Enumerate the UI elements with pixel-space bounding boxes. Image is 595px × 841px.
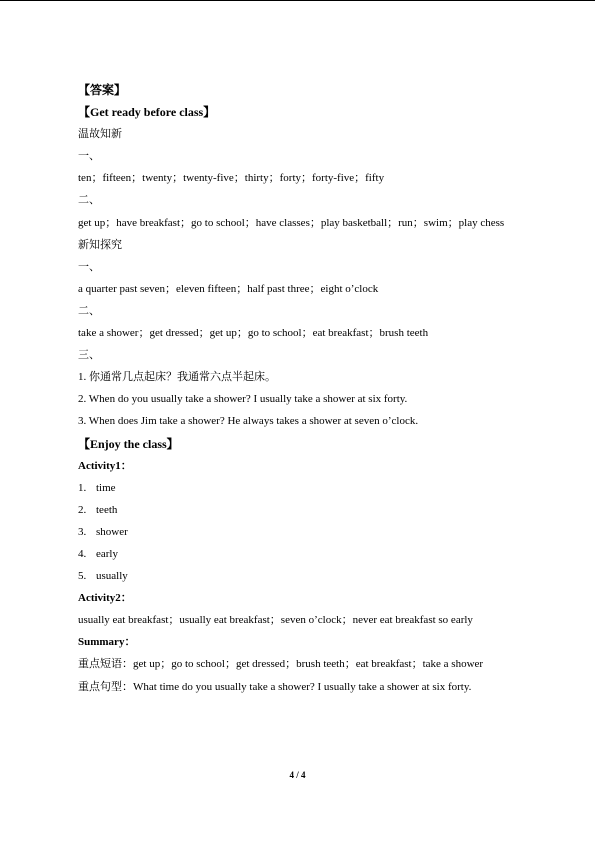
answer-header: 【答案】 — [78, 83, 127, 97]
item-text: teeth — [96, 503, 118, 516]
header-rule — [0, 0, 595, 1]
item-text: usually — [96, 570, 128, 583]
list-item — [78, 477, 538, 499]
new-part1-label: 一、 — [78, 260, 100, 273]
review-label: 温故知新 — [78, 128, 122, 141]
sentence-answer: 3. When does Jim take a shower? He always takes a shower at seven o’clock. — [78, 415, 419, 428]
item-number: 3. — [78, 525, 87, 538]
summary-sentence: 重点句型：What time do you usually take a shower? I usually take a shower at six forty. — [78, 680, 472, 693]
review-part1-answer: ten；fifteen；twenty；twenty-five；thirty；forty；forty-five；fifty — [78, 172, 385, 185]
list-item — [78, 521, 538, 543]
answer-document — [78, 79, 538, 698]
new-part2-label: 二、 — [78, 304, 100, 317]
new-knowledge-label: 新知探究 — [78, 238, 122, 251]
review-part2-label: 二、 — [78, 194, 100, 207]
item-number: 4. — [78, 547, 87, 560]
item-number: 1. — [78, 481, 87, 494]
item-number: 2. — [78, 503, 87, 516]
item-text: shower — [96, 525, 128, 538]
summary-phrases: 重点短语：get up；go to school；get dressed；brush teeth；eat breakfast；take a shower — [78, 658, 484, 671]
list-item — [78, 543, 538, 565]
activity2-answer: usually eat breakfast；usually eat breakfast；seven o’clock；never eat breakfast so early — [78, 614, 473, 627]
review-part1-label: 一、 — [78, 150, 100, 163]
list-item — [78, 499, 538, 521]
new-part2-answer: take a shower；get dressed；get up；go to school；eat breakfast；brush teeth — [78, 327, 429, 340]
page-number: 4 / 4 — [289, 770, 306, 780]
list-item — [78, 565, 538, 587]
activity1-label: Activity1： — [78, 459, 132, 472]
sentence-answer: 2. When do you usually take a shower? I usually take a shower at six forty. — [78, 393, 408, 406]
new-part3-label: 三、 — [78, 349, 100, 362]
item-number: 5. — [78, 570, 87, 583]
activity2-label: Activity2： — [78, 592, 132, 605]
new-part1-answer: a quarter past seven；eleven fifteen；half past three；eight o’clock — [78, 282, 379, 295]
sentence-answer: 1. 你通常几点起床？我通常六点半起床。 — [78, 371, 276, 384]
item-text: time — [96, 481, 116, 494]
review-part2-answer: get up；have breakfast；go to school；have classes；play basketball；run；swim；play chess — [78, 216, 505, 229]
section-title-get-ready: 【Get ready before class】 — [78, 105, 216, 120]
summary-label: Summary： — [78, 636, 136, 649]
item-text: early — [96, 547, 118, 560]
section-title-enjoy-class: 【Enjoy the class】 — [78, 436, 179, 451]
